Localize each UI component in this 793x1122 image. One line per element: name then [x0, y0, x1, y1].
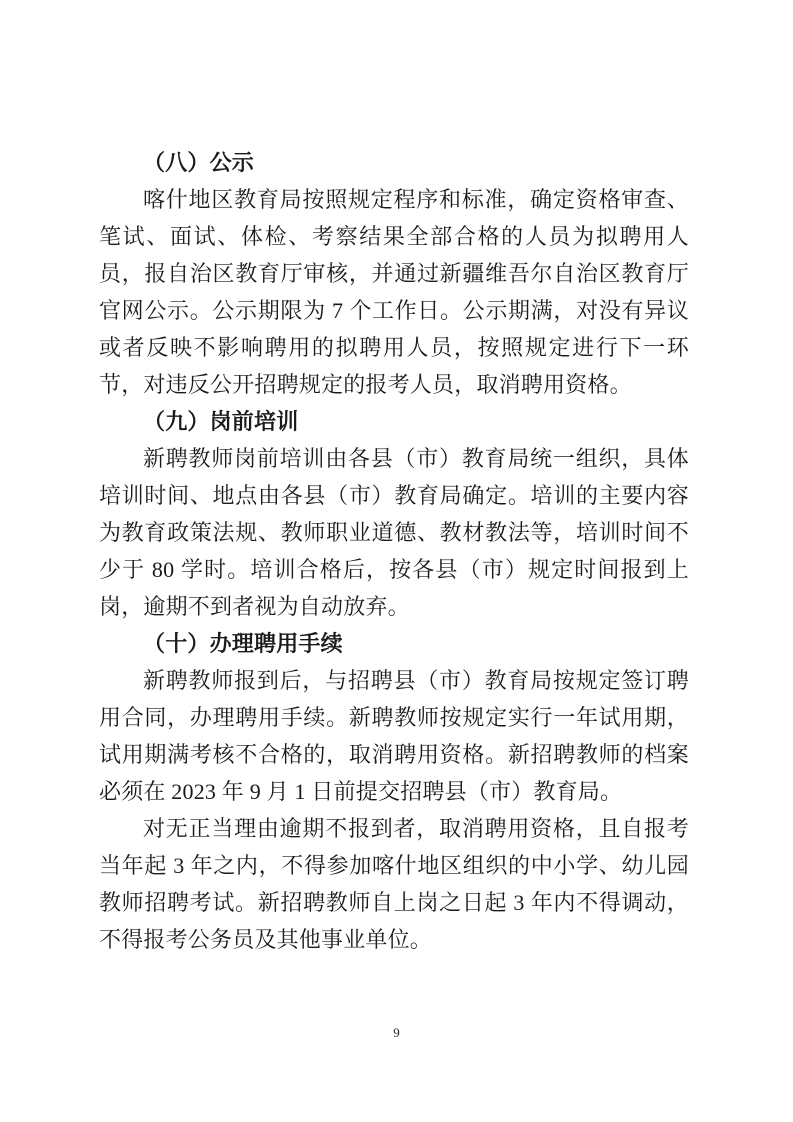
section-8-public-notice: [99, 144, 689, 403]
section-heading-public-notice: （八）公示: [143, 150, 255, 175]
paragraph-pre-job-training-1: 新聘教师岗前培训由各县（市）教育局统一组织，具体培训时间、地点由各县（市）教育局确定。培训的主要内容为教育政策法规、教师职业道德、教材教法等，培训时间不少于 80 学时。培训合格后，按各县（市）规定时间报到上岗，逾期不到者视为自动放弃。: [99, 446, 689, 619]
section-heading-employment-procedures: （十）办理聘用手续: [143, 631, 343, 656]
section-heading-pre-job-training: （九）岗前培训: [143, 409, 299, 434]
page-footer: [0, 1024, 793, 1042]
paragraph-employment-procedures-2: 对无正当理由逾期不报到者，取消聘用资格，且自报考当年起 3 年之内，不得参加喀什地区组织的中小学、幼儿园教师招聘考试。新招聘教师自上岗之日起 3 年内不得调动，不得报考公务员及其他事业单位。: [99, 816, 689, 952]
document-body: [99, 144, 689, 958]
section-10-employment-procedures: [99, 625, 689, 958]
section-9-pre-job-training: [99, 403, 689, 625]
page-number: 9: [393, 1025, 400, 1040]
paragraph-employment-procedures-1: 新聘教师报到后，与招聘县（市）教育局按规定签订聘用合同，办理聘用手续。新聘教师按规定实行一年试用期，试用期满考核不合格的，取消聘用资格。新招聘教师的档案必须在 2023 年 9 月 1 日前提交招聘县（市）教育局。: [99, 668, 689, 804]
paragraph-public-notice-1: 喀什地区教育局按照规定程序和标准，确定资格审查、笔试、面试、体检、考察结果全部合格的人员为拟聘用人员，报自治区教育厅审核，并通过新疆维吾尔自治区教育厅官网公示。公示期限为 7 个工作日。公示期满，对没有异议或者反映不影响聘用的拟聘用人员，按照规定进行下一环节，对违反公开招聘规定的报考人员，取消聘用资格。: [99, 187, 689, 397]
